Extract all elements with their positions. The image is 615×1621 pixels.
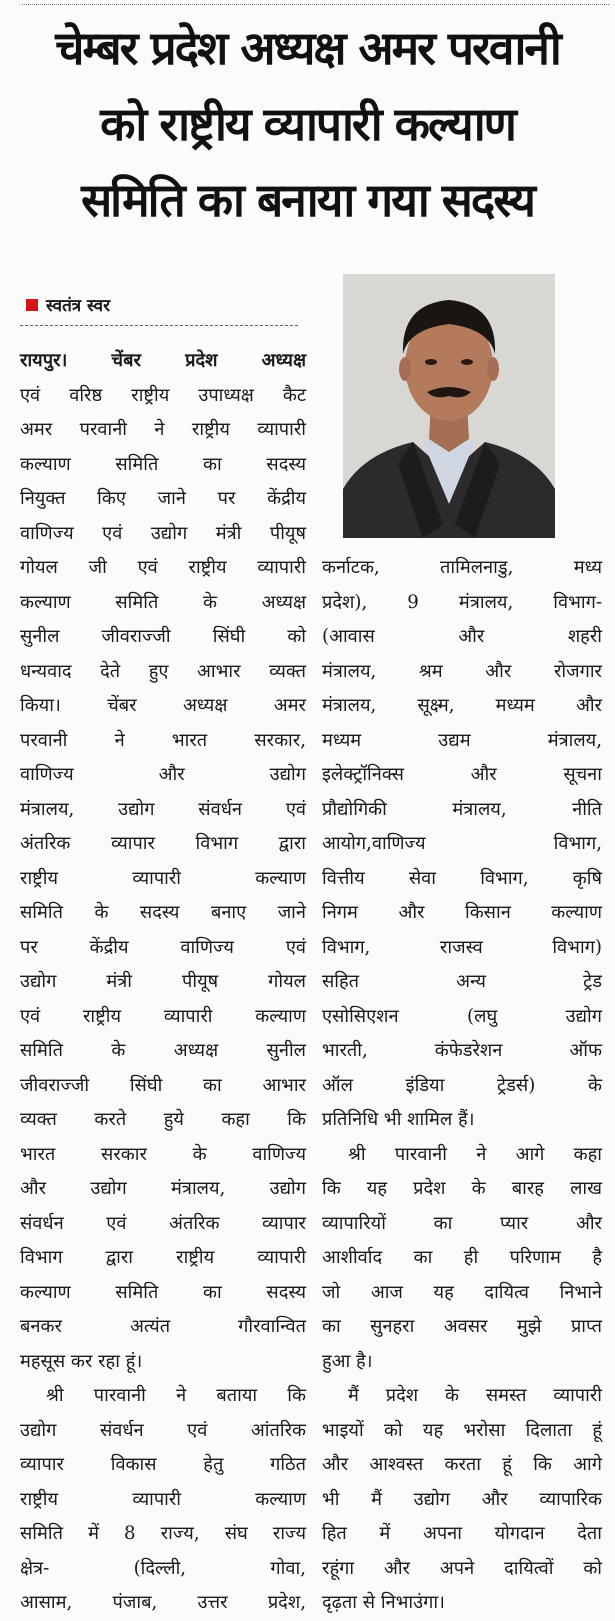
text-line: एवं वरिष्ठ राष्ट्रीय उपाध्यक्ष कैट bbox=[20, 384, 306, 406]
text-line: अमर परवानी ने राष्ट्रीय व्यापारी bbox=[20, 419, 306, 440]
top-divider bbox=[22, 4, 609, 5]
text-line: कल्याण समिति के अध्यक्ष bbox=[20, 591, 306, 613]
text-line: रहूंगा और अपने दायित्वों को bbox=[322, 1557, 602, 1579]
text-line: प्रदेश), 9 मंत्रालय, विभाग- bbox=[322, 591, 602, 613]
text-line: राष्ट्रीय व्यापारी कल्याण bbox=[20, 867, 306, 889]
headline bbox=[8, 10, 607, 238]
text-line: मंत्रालय, उद्योग संवर्धन एवं bbox=[20, 798, 306, 820]
byline-text: स्वतंत्र स्वर bbox=[46, 296, 111, 316]
text-line: (आवास और शहरी bbox=[322, 626, 602, 647]
text-line: और उद्योग मंत्रालय, उद्योग bbox=[20, 1178, 306, 1199]
text-line: महसूस कर रहा हूं। bbox=[20, 1350, 143, 1372]
portrait-photo bbox=[343, 274, 555, 538]
text-line: मध्यम उद्यम मंत्रालय, bbox=[322, 729, 602, 751]
text-line: विभाग, राजस्व विभाग) bbox=[322, 936, 602, 958]
text-line: पर केंद्रीय वाणिज्य एवं bbox=[20, 936, 306, 958]
text-line: विभाग द्वारा राष्ट्रीय व्यापारी bbox=[20, 1247, 306, 1268]
text-line: प्रौद्योगिकी मंत्रालय, नीति bbox=[322, 798, 602, 820]
text-line: बनकर अत्यंत गौरवान्वित bbox=[20, 1316, 306, 1337]
headline-line: को राष्ट्रीय व्यापारी कल्याण bbox=[100, 97, 515, 151]
text-line: श्री पारवानी ने बताया कि bbox=[46, 1385, 306, 1406]
text-line: भारती, कंफेडरेशन ऑफ bbox=[322, 1040, 602, 1061]
text-line: संवर्धन एवं अंतरिक व्यापार bbox=[20, 1212, 306, 1234]
text-line: किया। चेंबर अध्यक्ष अमर bbox=[20, 695, 306, 716]
text-line: कल्याण समिति का सदस्य bbox=[20, 453, 306, 475]
text-line: निगम और किसान कल्याण bbox=[322, 902, 602, 923]
text-line: उद्योग मंत्री पीयूष गोयल bbox=[20, 971, 306, 992]
text-line: एवं राष्ट्रीय व्यापारी कल्याण bbox=[20, 1005, 306, 1027]
text-line: जो आज यह दायित्व निभाने bbox=[322, 1281, 602, 1303]
text-line: परवानी ने भारत सरकार, bbox=[20, 729, 306, 751]
headline-line: चेम्बर प्रदेश अध्यक्ष अमर परवानी bbox=[55, 21, 560, 75]
article-left-column bbox=[20, 344, 306, 1621]
text-line: आयोग,वाणिज्य विभाग, bbox=[322, 833, 602, 854]
text-line: समिति के सदस्य बनाए जाने bbox=[20, 902, 306, 923]
text-line: जीवराज्जी सिंघी का आभार bbox=[20, 1074, 306, 1096]
text-line: और आश्वस्त करता हूं कि आगे bbox=[322, 1454, 602, 1475]
text-line: रायपुर। चेंबर प्रदेश अध्यक्ष bbox=[20, 350, 306, 371]
text-line: अंतरिक व्यापार विभाग द्वारा bbox=[20, 833, 306, 854]
text-line: एसोसिएशन (लघु उद्योग bbox=[322, 1005, 602, 1027]
text-line: राष्ट्रीय व्यापारी कल्याण bbox=[20, 1488, 306, 1510]
text-line: वित्तीय सेवा विभाग, कृषि bbox=[322, 867, 602, 889]
text-line: आशीर्वाद का ही परिणाम है bbox=[322, 1247, 602, 1268]
text-line: सुनील जीवराज्जी सिंघी को bbox=[20, 626, 306, 647]
text-line: मैं प्रदेश के समस्त व्यापारी bbox=[348, 1385, 602, 1406]
text-line: व्यक्त करते हुये कहा कि bbox=[20, 1109, 306, 1130]
text-line: इलेक्ट्रॉनिक्स और सूचना bbox=[322, 764, 602, 785]
text-line: व्यापार विकास हेतु गठित bbox=[20, 1454, 306, 1475]
portrait-illustration bbox=[343, 274, 555, 538]
text-line: व्यापारियों का प्यार और bbox=[322, 1212, 602, 1234]
text-line: कर्नाटक, तामिलनाडु, मध्य bbox=[322, 557, 602, 578]
text-line: क्षेत्र- (दिल्ली, गोवा, bbox=[20, 1557, 306, 1579]
headline-line: समिति का बनाया गया सदस्य bbox=[81, 173, 534, 227]
text-line: वाणिज्य एवं उद्योग मंत्री पीयूष bbox=[20, 522, 306, 544]
text-line: मंत्रालय, सूक्ष्म, मध्यम और bbox=[322, 695, 602, 716]
text-line: ऑल इंडिया ट्रेडर्स) के bbox=[322, 1074, 602, 1096]
text-line: सहित अन्य ट्रेड bbox=[322, 971, 602, 992]
text-line: कल्याण समिति का सदस्य bbox=[20, 1281, 306, 1303]
text-line: दृढ़ता से निभाउंगा। bbox=[322, 1592, 445, 1613]
text-line: श्री पारवानी ने आगे कहा bbox=[348, 1143, 602, 1165]
text-line: भी मैं उद्योग और व्यापारिक bbox=[322, 1488, 602, 1510]
byline-square-icon bbox=[26, 299, 38, 311]
text-line: नियुक्त किए जाने पर केंद्रीय bbox=[20, 488, 306, 509]
text-line: उद्योग संवर्धन एवं आंतरिक bbox=[20, 1419, 306, 1441]
text-line: भाइयों को यह भरोसा दिलाता हूं bbox=[322, 1419, 602, 1441]
text-line: मंत्रालय, श्रम और रोजगार bbox=[322, 660, 602, 682]
text-line: हुआ है। bbox=[322, 1350, 373, 1372]
text-line: धन्यवाद देते हुए आभार व्यक्त bbox=[20, 660, 306, 682]
text-line: हित में अपना योगदान देता bbox=[322, 1523, 602, 1544]
text-line: भारत सरकार के वाणिज्य bbox=[20, 1143, 306, 1165]
text-line: समिति के अध्यक्ष सुनील bbox=[20, 1040, 306, 1061]
text-line: गोयल जी एवं राष्ट्रीय व्यापारी bbox=[20, 557, 306, 578]
text-line: कि यह प्रदेश के बारह लाख bbox=[322, 1178, 602, 1199]
text-line: आसाम, पंजाब, उत्तर प्रदेश, bbox=[20, 1592, 306, 1613]
text-line: का सुनहरा अवसर मुझे प्राप्त bbox=[322, 1316, 602, 1337]
text-line: समिति में 8 राज्य, संघ राज्य bbox=[20, 1523, 306, 1544]
article-right-column bbox=[322, 551, 602, 1621]
text-line: वाणिज्य और उद्योग bbox=[20, 764, 306, 785]
text-line: प्रतिनिधि भी शामिल हैं। bbox=[322, 1109, 475, 1130]
byline bbox=[26, 293, 110, 316]
byline-divider bbox=[20, 325, 298, 326]
